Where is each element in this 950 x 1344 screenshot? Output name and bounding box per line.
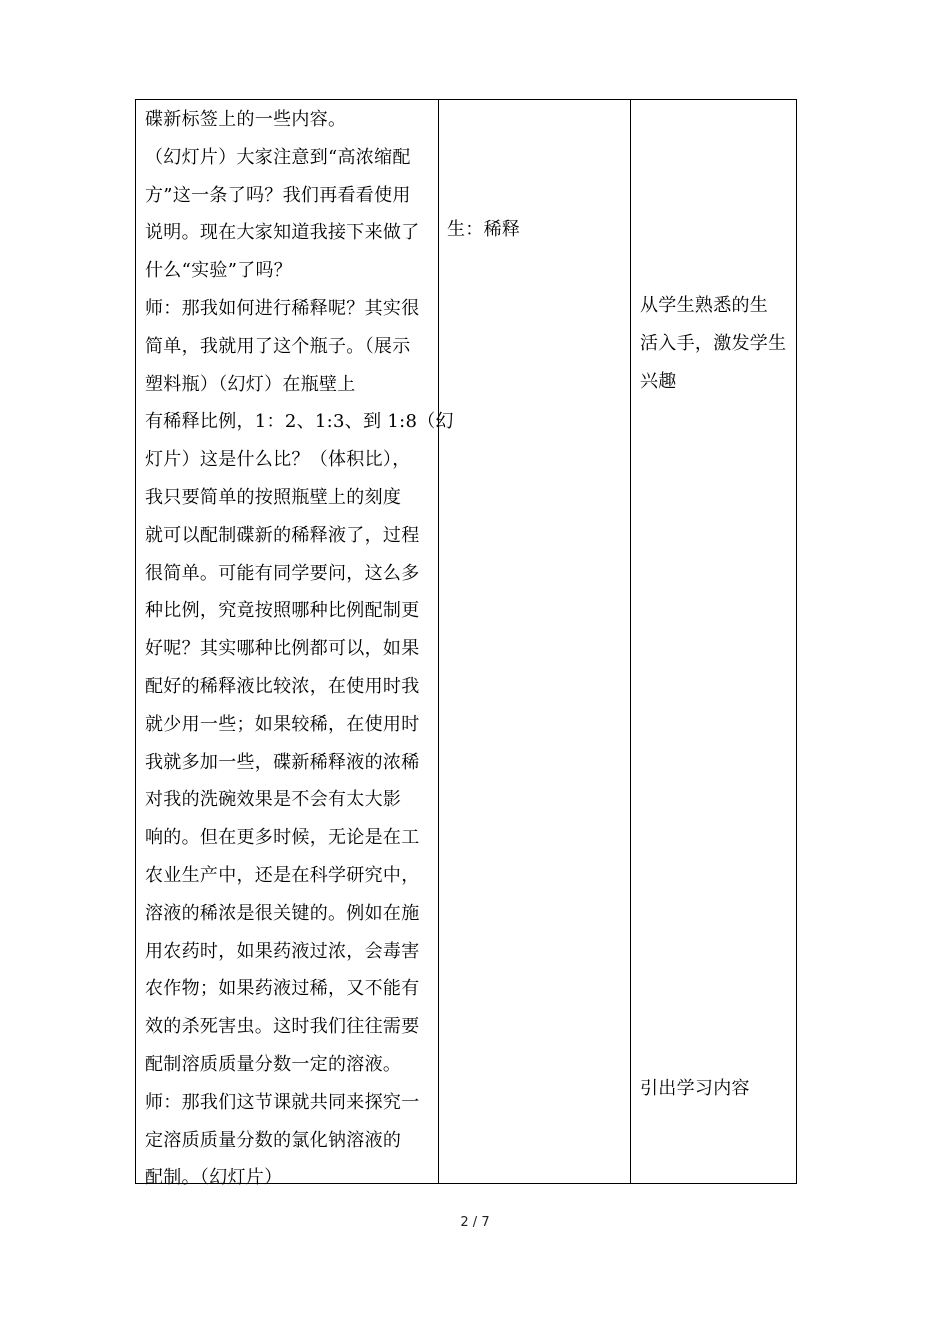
teacher-text-line: 好呢？其实哪种比例都可以，如果 <box>145 638 420 660</box>
teacher-text-line: 定溶质质量分数的氯化钠溶液的 <box>145 1129 402 1151</box>
teacher-text-line: 有稀释比例，1：2、1:3、到 1:8（幻 <box>145 411 454 433</box>
student-activity-text: 生：稀释 <box>447 219 521 240</box>
column-divider <box>630 100 631 1183</box>
teacher-text-line: 什么“实验”了吗？ <box>145 260 293 282</box>
teacher-text-line: 就少用一些；如果较稀，在使用时 <box>145 713 420 735</box>
teacher-text-line: 方”这一条了吗？我们再看看使用 <box>145 184 411 206</box>
teacher-text-line: 配制溶质质量分数一定的溶液。 <box>145 1054 402 1075</box>
teacher-text-line: 灯片）这是什么比？（体积比）， <box>145 449 411 471</box>
teacher-text-line: 塑料瓶）（幻灯）在瓶壁上 <box>145 373 356 395</box>
teacher-text-line: 配制。（幻灯片） <box>145 1167 283 1189</box>
teacher-text-line: 说明。现在大家知道我接下来做了 <box>145 222 420 244</box>
teacher-text-line: 配好的稀释液比较浓，在使用时我 <box>145 676 420 697</box>
teacher-text-line: 效的杀死害虫。这时我们往往需要 <box>145 1016 420 1038</box>
teacher-text-line: 碟新标签上的一些内容。 <box>145 109 347 130</box>
teacher-text-line: 农业生产中，还是在科学研究中， <box>145 865 420 886</box>
teacher-text-line: 很简单。可能有同学要问，这么多 <box>145 562 420 584</box>
teacher-text-line: 种比例，究竟按照哪种比例配制更 <box>145 600 420 622</box>
design-intent-line: 活入手，激发学生 <box>640 332 787 354</box>
teacher-text-line: 用农药时，如果药液过浓，会毒害 <box>145 940 420 962</box>
column-divider <box>438 100 439 1183</box>
teacher-text-line: 响的。但在更多时候，无论是在工 <box>145 827 420 849</box>
page-number: 2 / 7 <box>460 1215 490 1230</box>
teacher-text-line: 农作物；如果药液过稀，又不能有 <box>145 978 420 1000</box>
teacher-text-line: 师：那我如何进行稀释呢？其实很 <box>145 298 420 319</box>
teacher-text-line: 我就多加一些，碟新稀释液的浓稀 <box>145 751 420 773</box>
teacher-text-line: 师：那我们这节课就共同来探究一 <box>145 1091 420 1113</box>
design-intent-line: 兴趣 <box>640 370 677 392</box>
teacher-text-line: 就可以配制碟新的稀释液了，过程 <box>145 524 420 546</box>
teacher-text-line: 我只要简单的按照瓶壁上的刻度 <box>145 487 402 508</box>
teacher-text-line: （幻灯片）大家注意到“高浓缩配 <box>145 146 411 168</box>
design-intent-note-2: 引出学习内容 <box>640 1078 750 1099</box>
teacher-text-line: 对我的洗碗效果是不会有太大影 <box>145 789 402 811</box>
teacher-text-line: 简单，我就用了这个瓶子。（展示 <box>145 335 411 357</box>
design-intent-line: 从学生熟悉的生 <box>640 295 769 316</box>
teacher-text-line: 溶液的稀浓是很关键的。例如在施 <box>145 902 420 924</box>
